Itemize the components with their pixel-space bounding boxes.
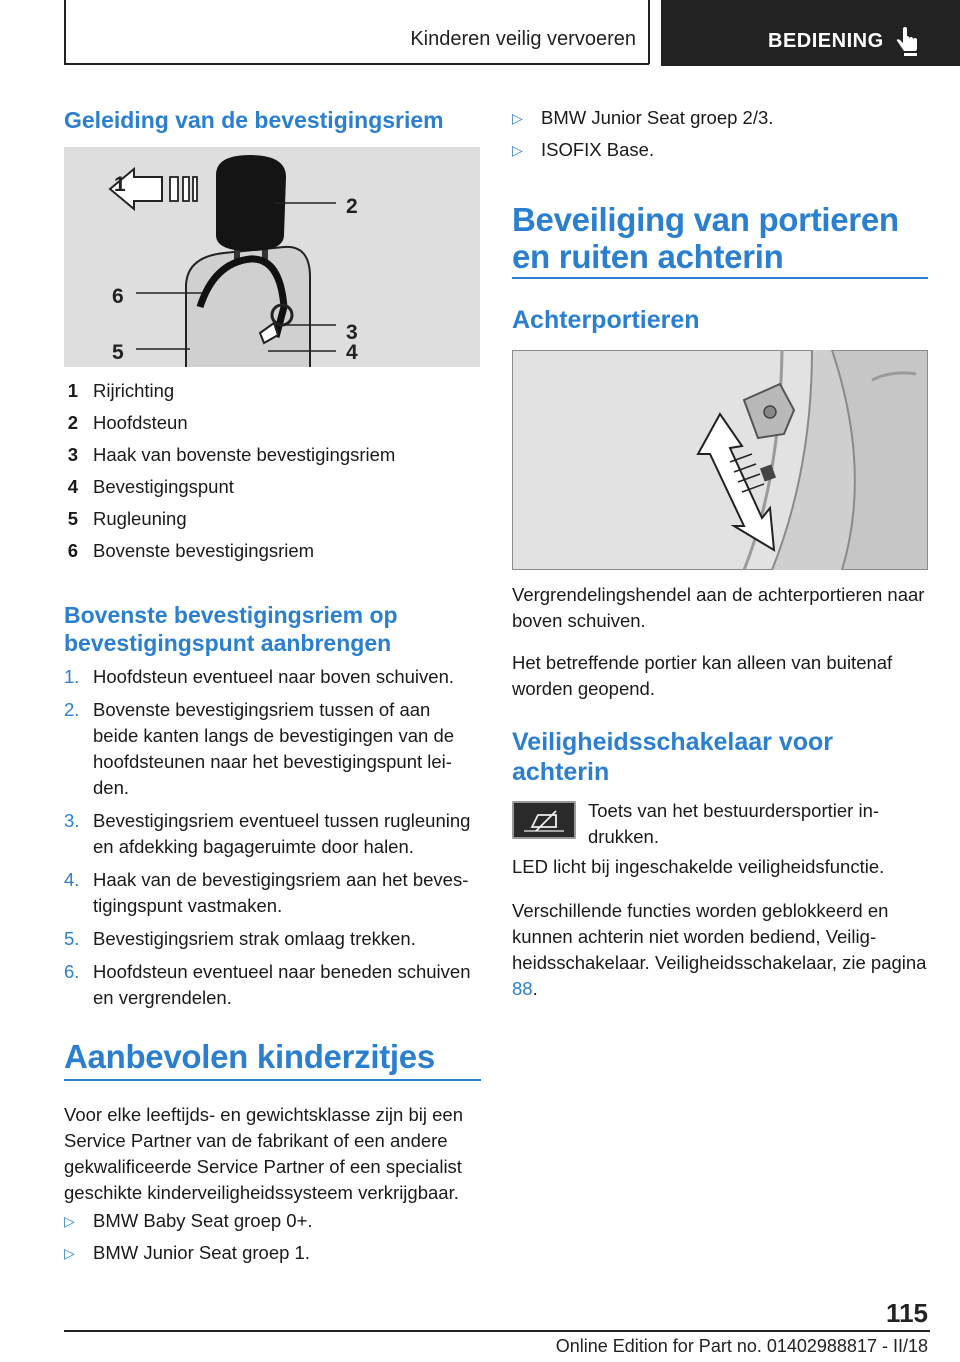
seats-intro: Voor elke leeftijds- en gewichtsklasse zijn bij een Service Partner van de fabrikant of een andere gekwalificeerde Service Partner of een specialist geschikte kinderveiligheidssysteem verkrijgbaar. (64, 1104, 463, 1203)
step-number: 2. (64, 699, 80, 720)
figure-headrest-strap (64, 147, 480, 367)
step-number: 3. (64, 810, 80, 831)
rear-doors-note: Het betreffende portier kan alleen van buitenaf worden geopend. (512, 652, 893, 699)
legend-item (64, 412, 484, 444)
step-item (64, 697, 480, 801)
step-text: Bevestigingsriem eventueel tussen rugleuning en afdekking bagageruimte door halen. (93, 810, 471, 857)
section-title: Kinderen veilig vervoeren (410, 28, 636, 50)
switch-instruction: Toets van het bestuurdersportier indrukken. (588, 800, 880, 847)
step-item (64, 959, 480, 1011)
bullet-triangle-icon: ▷ (512, 110, 523, 126)
bullet-text: BMW Junior Seat groep 1. (93, 1242, 310, 1263)
legend-text: Rijrichting (93, 380, 175, 401)
led-note: LED licht bij ingeschakelde veiligheidsfunctie. (512, 856, 885, 877)
header-divider (648, 0, 650, 64)
step-text: Bevestigingsriem strak omlaag trekken. (93, 928, 416, 949)
step-number: 4. (64, 869, 80, 890)
heading-strap-guide: Geleiding van de bevestigingsriem (64, 107, 444, 133)
step-number: 5. (64, 928, 80, 949)
bullet-text: ISOFIX Base. (541, 139, 655, 160)
step-number: 1. (64, 666, 80, 687)
functions-note (512, 898, 932, 1002)
rear-doors-instruction: Vergrendelingshendel aan de achterportieren naar boven schuiven. (512, 584, 925, 631)
headrest-illustration (64, 147, 480, 367)
chapter-tab[interactable] (661, 0, 960, 66)
legend-text: Bevestigingspunt (93, 476, 234, 497)
step-item (64, 664, 480, 690)
bullet-triangle-icon: ▷ (512, 142, 523, 158)
window-lock-button-icon (512, 801, 576, 839)
hand-pointer-icon (895, 27, 923, 57)
legend-item (64, 540, 484, 572)
legend-text: Bovenste bevestigingsriem (93, 540, 315, 561)
bullet-triangle-icon: ▷ (64, 1245, 75, 1261)
figure-callout: 5 (112, 341, 124, 364)
footer-rule (64, 1330, 930, 1332)
step-item (64, 926, 480, 952)
legend-number: 2 (67, 412, 78, 433)
step-text: Hoofdsteun eventueel naar boven schuiven. (93, 666, 455, 687)
window-lock-symbol (514, 803, 574, 837)
step-number: 6. (64, 961, 80, 982)
figure-rear-door-lock (512, 350, 928, 570)
legend-item (64, 380, 484, 412)
step-item (64, 808, 480, 860)
figure-callout: 4 (346, 341, 358, 364)
heading-attach-strap: Bovenste bevestigingsriem op bevestigingspunt aanbrengen (64, 602, 398, 656)
legend-text: Hoofdsteun (93, 412, 188, 433)
legend-text: Haak van bovenste bevestigingsriem (93, 444, 396, 465)
page-reference-link[interactable]: 88 (512, 978, 533, 999)
legend-number: 3 (67, 444, 78, 465)
legend-item (64, 508, 484, 540)
legend-text: Rugleuning (93, 508, 187, 529)
legend-item (64, 476, 484, 508)
step-text: Haak van de bevestigingsriem aan het bevestigingspunt vastmaken. (93, 869, 469, 916)
step-text: Bovenste bevestigingsriem tussen of aan beide kanten langs de bevestigingen van de hoofdsteunen naar het bevestigingspunt leiden. (93, 699, 455, 798)
heading-rule (512, 277, 928, 279)
legend-number: 4 (67, 476, 78, 497)
chapter-tab-label: BEDIENING (768, 30, 884, 52)
heading-door-window-security (512, 201, 932, 275)
page-number: 115 (886, 1298, 928, 1328)
step-item (64, 867, 480, 919)
header-bottom-line (64, 63, 649, 65)
heading-rule (64, 1079, 481, 1081)
heading-rear-doors: Achterportieren (512, 306, 700, 334)
step-text: Hoofdsteun eventueel naar beneden schuiven en vergrendelen. (93, 961, 471, 1008)
heading-line: Beveiliging van portieren (512, 201, 899, 238)
door-lock-illustration (512, 350, 928, 570)
legend-number: 5 (67, 508, 78, 529)
attach-steps-list (64, 664, 480, 1018)
edition-info: Online Edition for Part no. 01402988817 - II/18 (555, 1336, 928, 1356)
bullet-text: BMW Baby Seat groep 0+. (93, 1210, 313, 1231)
bullet-text: BMW Junior Seat groep 2/3. (541, 107, 774, 128)
functions-text: Verschillende functies worden geblokkeerd en kunnen achterin niet worden bediend, Veiligheidsschakelaar. Veiligheidsschakelaar, zie pagina (512, 900, 927, 973)
figure-callout: 1 (114, 173, 126, 196)
legend-number: 1 (67, 380, 78, 401)
figure-legend (64, 380, 484, 572)
heading-line: en ruiten achterin (512, 238, 784, 275)
heading-safety-switch: Veiligheidsschakelaar voor achterin (512, 728, 833, 786)
figure-callout: 3 (346, 321, 358, 344)
legend-item (64, 444, 484, 476)
figure-callout: 6 (112, 285, 124, 308)
bullet-triangle-icon: ▷ (64, 1213, 75, 1229)
heading-recommended-seats: Aanbevolen kinderzitjes (64, 1038, 435, 1075)
legend-number: 6 (67, 540, 78, 561)
figure-callout: 2 (346, 195, 358, 218)
functions-text-end: . (532, 978, 538, 999)
